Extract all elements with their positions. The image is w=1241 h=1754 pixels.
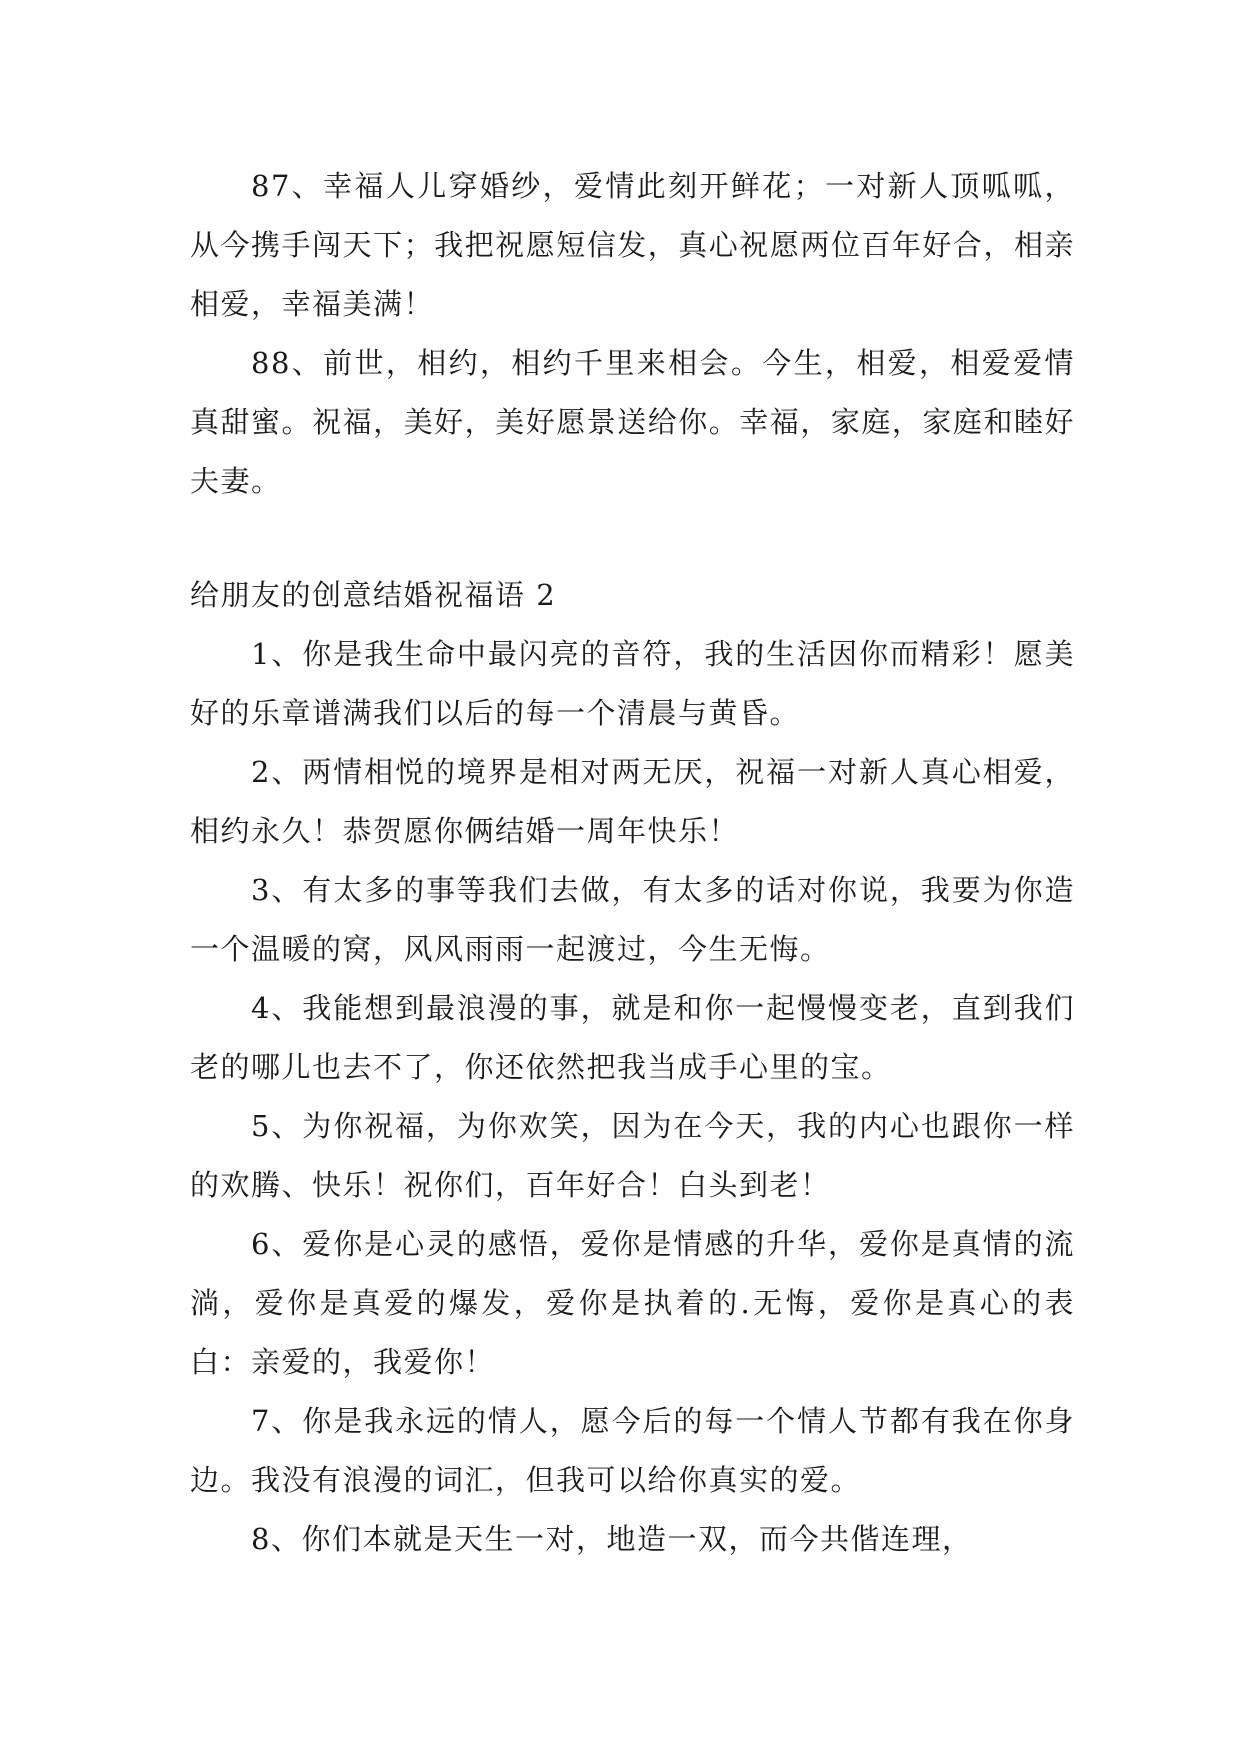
paragraph-7: 7、你是我永远的情人，愿今后的每一个情人节都有我在你身边。我没有浪漫的词汇，但我可以给你真实的爱。	[190, 1404, 1075, 1497]
paragraph-88: 88、前世，相约，相约千里来相会。今生，相爱，相爱爱情真甜蜜。祝福，美好，美好愿景送给你。幸福，家庭，家庭和睦好夫妻。	[190, 346, 1075, 498]
paragraph-6: 6、爱你是心灵的感悟，爱你是情感的升华，爱你是真情的流淌，爱你是真爱的爆发，爱你是执着的.无悔，爱你是真心的表白：亲爱的，我爱你！	[190, 1227, 1075, 1379]
section-heading: 给朋友的创意结婚祝福语 2	[190, 578, 557, 612]
paragraph-4: 4、我能想到最浪漫的事，就是和你一起慢慢变老，直到我们老的哪儿也去不了，你还依然把我当成手心里的宝。	[190, 991, 1075, 1084]
paragraph-3: 3、有太多的事等我们去做，有太多的话对你说，我要为你造一个温暖的窝，风风雨雨一起渡过，今生无悔。	[190, 873, 1075, 966]
document-body	[190, 157, 1075, 1569]
paragraph-87: 87、幸福人儿穿婚纱，爱情此刻开鲜花；一对新人顶呱呱，从今携手闯天下；我把祝愿短信发，真心祝愿两位百年好合，相亲相爱，幸福美满！	[190, 169, 1075, 321]
paragraph-1: 1、你是我生命中最闪亮的音符，我的生活因你而精彩！愿美好的乐章谱满我们以后的每一个清晨与黄昏。	[190, 637, 1075, 730]
paragraph-8: 8、你们本就是天生一对，地造一双，而今共偕连理，	[251, 1522, 973, 1556]
paragraph-2: 2、两情相悦的境界是相对两无厌，祝福一对新人真心相爱，相约永久！恭贺愿你俩结婚一周年快乐！	[190, 755, 1075, 848]
paragraph-5: 5、为你祝福，为你欢笑，因为在今天，我的内心也跟你一样的欢腾、快乐！祝你们，百年好合！白头到老！	[190, 1109, 1075, 1202]
